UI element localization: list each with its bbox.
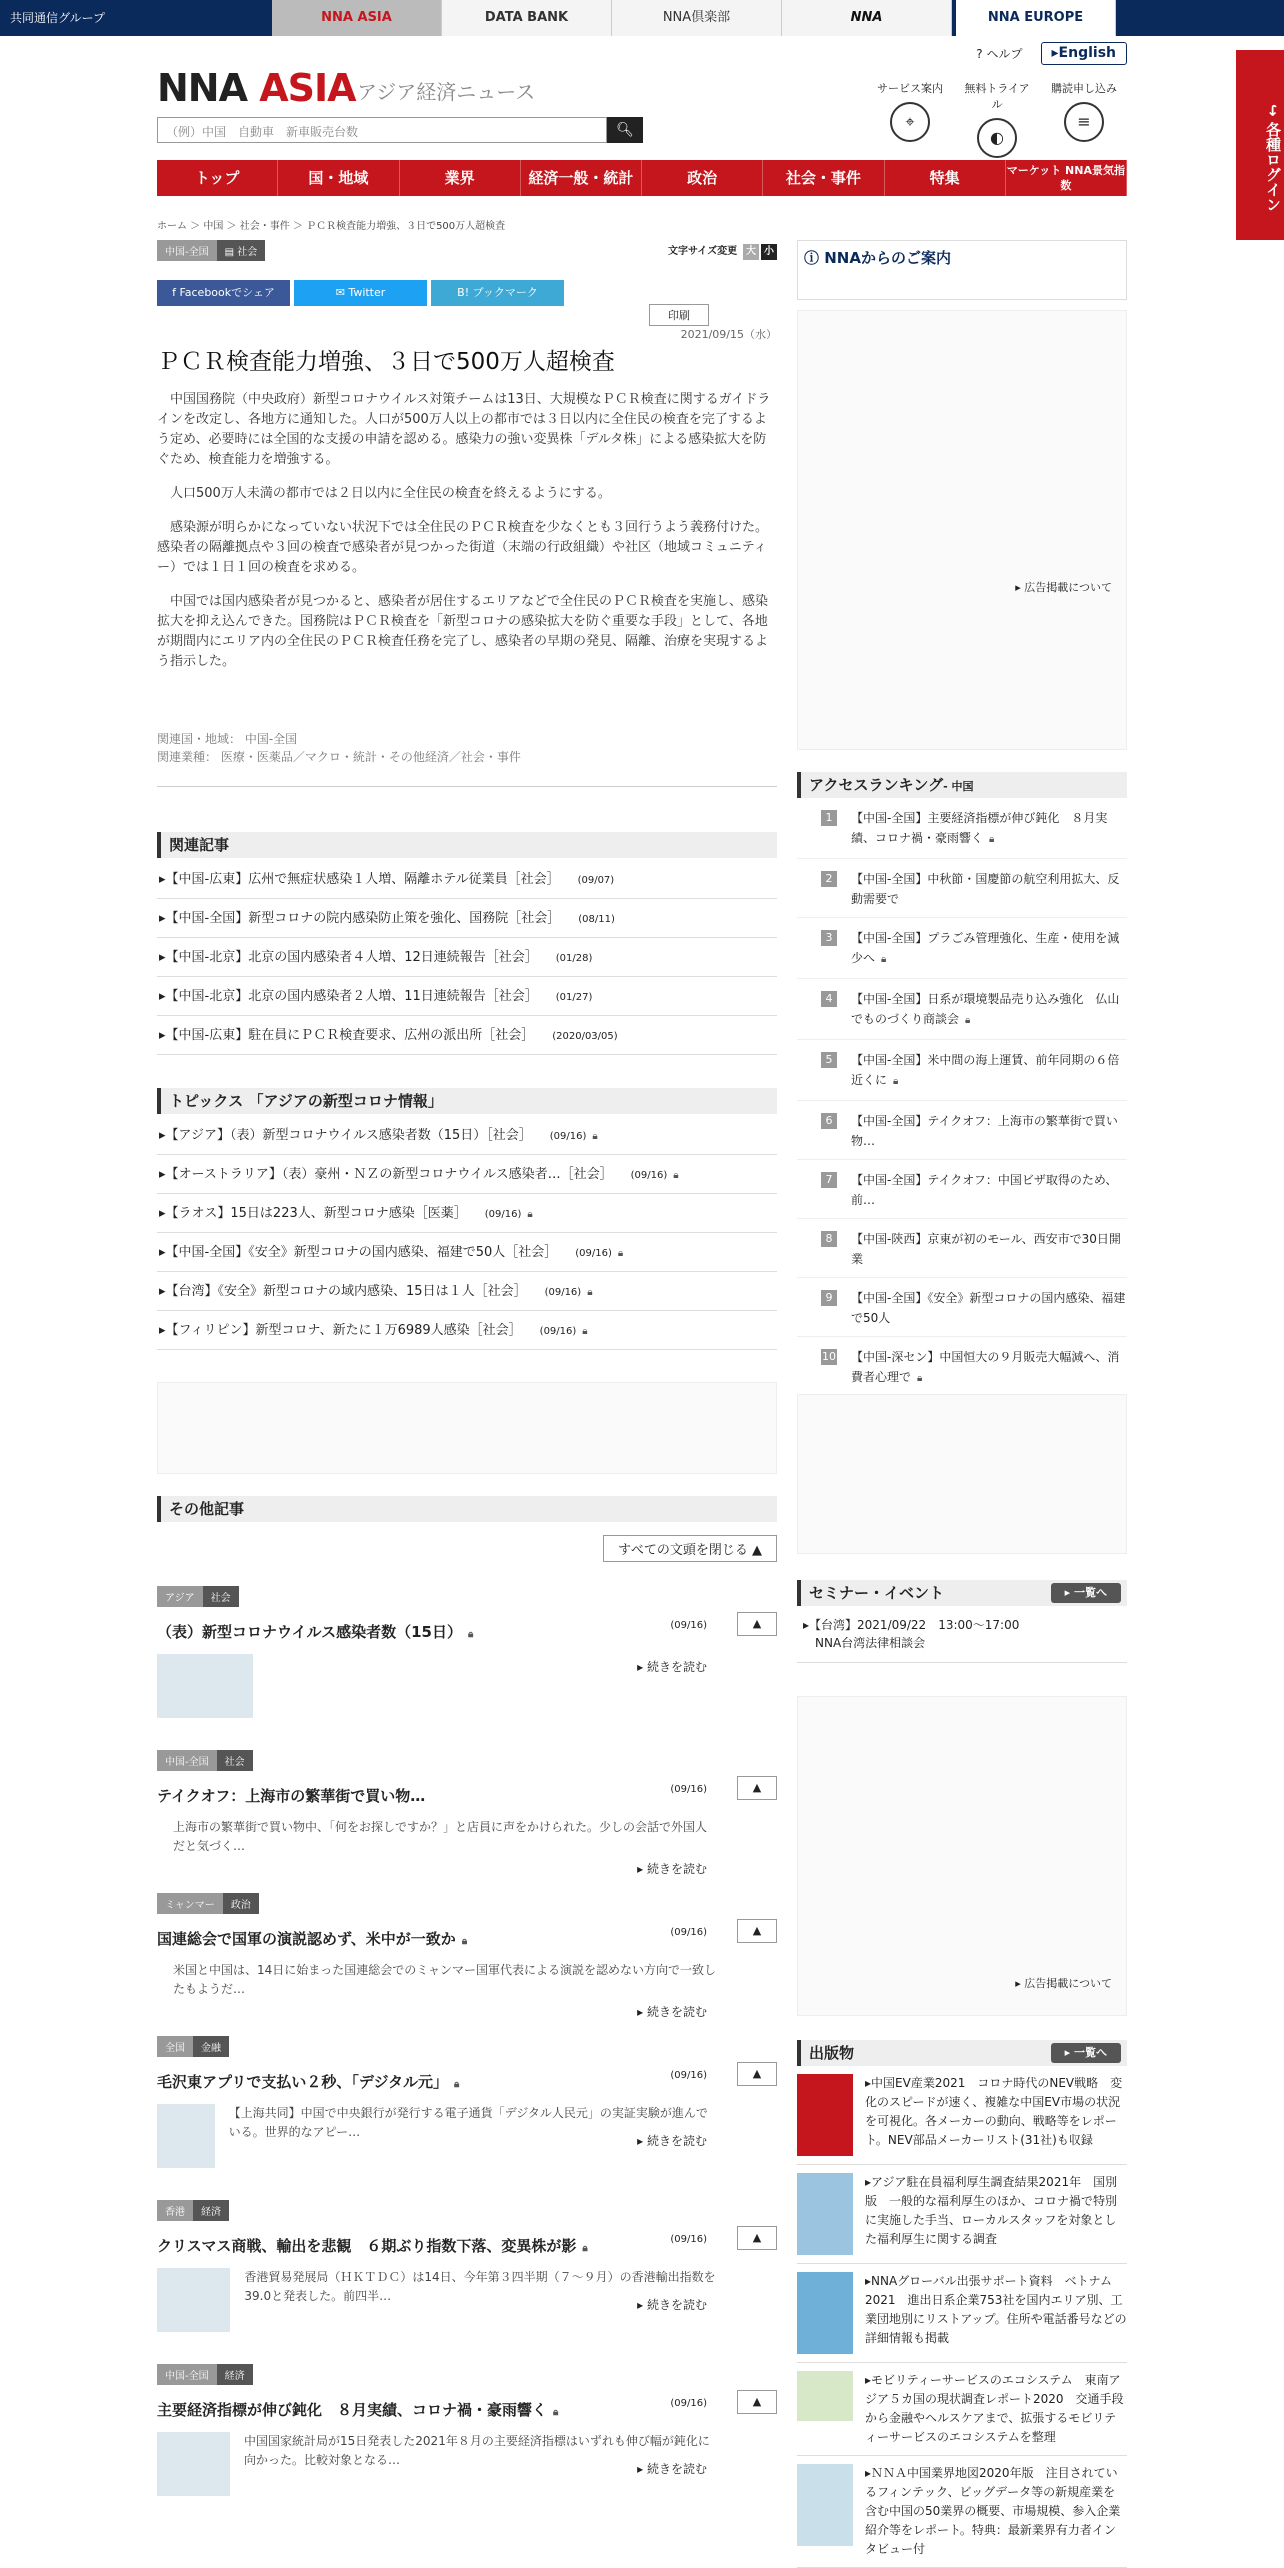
- region-tag[interactable]: 中国-全国: [157, 2364, 217, 2385]
- ranking-item[interactable]: 9 【中国-全国】《安全》新型コロナの国内感染、福建で50人: [797, 1278, 1127, 1337]
- ranking-item[interactable]: 4 【中国-全国】日系が環境製品売り込み強化 仏山でものづくり商談会 🔒︎: [797, 979, 1127, 1040]
- seminar-item[interactable]: [797, 1606, 1127, 1663]
- font-size-control: [666, 244, 777, 260]
- font-big-button[interactable]: 大: [743, 244, 759, 260]
- article-summary: 中国国家統計局が15日発表した2021年８月の主要経済指標はいずれも伸び幅が鈍化に向かった。比較対象となる…: [157, 2432, 777, 2496]
- lock-icon: 🔒︎: [673, 1170, 679, 1181]
- read-more-link[interactable]: ▸ 続きを読む: [637, 2298, 707, 2312]
- bookmark-share-button[interactable]: [431, 280, 564, 306]
- article-main: [157, 240, 777, 2476]
- region-tag[interactable]: 香港: [157, 2200, 193, 2221]
- search-button[interactable]: [607, 117, 643, 143]
- read-more-link[interactable]: ▸ 続きを読む: [637, 2462, 707, 2476]
- nav-region[interactable]: 国・地域: [278, 160, 399, 196]
- ad-banner[interactable]: [157, 1382, 777, 1474]
- publication-item[interactable]: ▸NNAグローバル出張サポート資料 ベトナム2021 進出日系企業753社を国内エリア別、工業団地別にリストアップ。住所や電話番号などの詳細情報も掲載: [797, 2264, 1127, 2363]
- category-tag[interactable]: 政治: [223, 1893, 259, 1914]
- article-date: (09/16): [670, 1927, 707, 1938]
- help-link[interactable]: [968, 42, 1030, 65]
- ranking-item[interactable]: 1 【中国-全国】主要経済指標が伸び鈍化 ８月実績、コロナ禍・豪雨響く 🔒︎: [797, 798, 1127, 859]
- ranking-box: [797, 772, 1127, 1398]
- free-trial-link[interactable]: [962, 80, 1032, 158]
- lock-icon: 🔒︎: [461, 1936, 468, 1947]
- lock-icon: 🔒︎: [617, 1248, 624, 1259]
- lock-icon: 🔒︎: [582, 1326, 588, 1337]
- list-item[interactable]: ▸【フィリピン】新型コロナ、新たに１万6989人感染［社会］ (09/16) 🔒︎: [157, 1311, 777, 1350]
- facebook-label: Facebookでシェア: [179, 286, 275, 299]
- facebook-icon: f: [172, 286, 180, 299]
- font-small-button[interactable]: 小: [761, 244, 777, 260]
- article-date: (09/16): [670, 2070, 707, 2081]
- main-nav: [157, 160, 1127, 196]
- toggle-button[interactable]: [737, 1776, 777, 1800]
- publication-item[interactable]: ▸ＮＮＡ中国業界地図2020年版 注目されているフィンテック、ビッグデータ等の新規産業を含む中国の50業界の概要、市場規模、参入企業紹介等をレポート。特典：最新業界有力者インタビュー付: [797, 2456, 1127, 2568]
- article-summary: 香港貿易発展局（ＨＫＴＤＣ）は14日、今年第３四半期（７～９月）の香港輸出指数を39.0と発表した。前四半…: [157, 2268, 777, 2332]
- article-paragraph: 感染源が明らかになっていない状況下では全住民のＰＣＲ検査を少なくとも３回行うよう義務付けた。感染者の隔離拠点や３回の検査で感染者が見つかった街道（末端の行政組織）や社区（地域コミュニティー）では１日１回の検査を求める。: [157, 520, 769, 575]
- list-item[interactable]: ▸【中国-北京】北京の国内感染者２人増、11日連続報告［社会］ (01/27): [157, 977, 777, 1016]
- lock-icon: 🔒︎: [587, 1287, 593, 1298]
- other-article: [157, 1586, 777, 1730]
- article-thumbnail[interactable]: [157, 2104, 215, 2168]
- read-more-link[interactable]: ▸ 続きを読む: [637, 1660, 707, 1674]
- toggle-button[interactable]: [737, 2390, 777, 2414]
- article-date: (09/16): [670, 2398, 707, 2409]
- ranking-item[interactable]: 3 【中国-全国】プラごみ管理強化、生産・使用を減少へ 🔒︎: [797, 918, 1127, 979]
- newspaper-icon: ▤: [224, 247, 238, 258]
- hatena-icon: B!: [457, 286, 473, 299]
- ad-banner[interactable]: [797, 310, 1127, 750]
- caret-up-icon: ▲: [752, 1781, 762, 1794]
- category-label: 社会: [237, 247, 258, 258]
- logo-text-b: ASIA: [259, 66, 356, 110]
- notice-title[interactable]: NNAからのご案内: [824, 249, 951, 267]
- nav-economy[interactable]: 経済一般・統計: [521, 160, 642, 196]
- ad-info-link[interactable]: ▸ 広告掲載について: [1015, 581, 1112, 594]
- others-heading: その他記事: [157, 1496, 777, 1522]
- article-paragraph: 中国国務院（中央政府）新型コロナウイルス対策チームは13日、大規模なＰＣＲ検査に関するガイドラインを改定し、各地方に通知した。人口が500万人以上の都市では３日以内に全住民の検査を完了するよう定め、必要時には全国的な支援の申請を認める。感染力の強い変異株「デルタ株」による感染拡大を防ぐため、検査能力を増強する。: [157, 392, 771, 467]
- topics-heading: トピックス 「アジアの新型コロナ情報」: [157, 1088, 777, 1114]
- subscribe-label: 購読申し込み: [1051, 82, 1117, 95]
- publications-list: [797, 2066, 1127, 2568]
- nav-market[interactable]: マーケット NNA景気指数: [1006, 160, 1127, 196]
- seminar-heading: セミナー・イベント ▸ 一覧へ: [797, 1580, 1127, 1606]
- publication-item[interactable]: ▸アジア駐在員福利厚生調査結果2021年 国別版 一般的な福利厚生のほか、コロナ禍で特別に実施した手当、ローカルスタッフを対象とした福利厚生に関する調査: [797, 2165, 1127, 2264]
- article-thumbnail[interactable]: [157, 1654, 253, 1718]
- twitter-label: Twitter: [348, 286, 386, 299]
- related-meta: [157, 730, 521, 766]
- article-paragraph: 人口500万人未満の都市では２日以内に全住民の検査を終えるようにする。: [170, 486, 611, 501]
- list-item[interactable]: ▸【台湾】《安全》新型コロナの域内感染、15日は１人［社会］ (09/16) 🔒︎: [157, 1272, 777, 1311]
- tab-nna-club[interactable]: NNA倶楽部: [612, 0, 782, 36]
- toggle-button[interactable]: [737, 1612, 777, 1636]
- article-body: [157, 390, 777, 686]
- publication-item[interactable]: ▸モビリティーサービスのエコシステム 東南アジア５カ国の現状調査レポート2020 交通手段から金融やヘルスケアまで、拡張するモビリティーサービスのエコシステムを整理: [797, 2363, 1127, 2456]
- service-guide-link[interactable]: [875, 80, 945, 142]
- list-item[interactable]: ▸【中国-北京】北京の国内感染者４人増、12日連続報告［社会］ (01/28): [157, 938, 777, 977]
- login-label: 各種ログイン: [1264, 121, 1282, 212]
- publications-heading: 出版物 ▸ 一覧へ: [797, 2040, 1127, 2066]
- caret-up-icon: ▲: [752, 2231, 762, 2244]
- other-article: [157, 1893, 777, 2027]
- english-link[interactable]: ▸English: [1041, 42, 1127, 65]
- article-thumbnail[interactable]: [157, 2432, 230, 2496]
- topics-list: [157, 1116, 777, 1350]
- article-summary: 上海市の繁華街で買い物中、「何をお探しですか？」と店員に声をかけられた。少しの会話で外国人だと気づく…: [173, 1820, 708, 1853]
- service-guide-label: サービス案内: [877, 82, 943, 95]
- article-headline[interactable]: （表）新型コロナウイルス感染者数（15日） 🔒︎: [157, 1623, 474, 1641]
- category-tag[interactable]: 経済: [217, 2364, 253, 2385]
- lock-icon: 🔒︎: [965, 1015, 971, 1026]
- caret-up-icon: ▲: [752, 1617, 762, 1630]
- category-tag[interactable]: 金融: [193, 2036, 229, 2057]
- publication-cover: [797, 2371, 853, 2421]
- share-buttons: [157, 280, 564, 306]
- font-size-label: 文字サイズ変更: [667, 246, 738, 257]
- search-input[interactable]: （例）中国 自動車 新車販売台数: [157, 117, 607, 143]
- twitter-share-button[interactable]: [294, 280, 427, 306]
- publication-item[interactable]: ▸中国EV産業2021 コロナ時代のNEV戦略 変化のスピードが速く、複雑な中国EV市場の状況を可視化。各メーカーの動向、戦略等をレポート。NEV部品メーカーリスト(31社)も収録: [797, 2066, 1127, 2165]
- category-tag[interactable]: [217, 240, 266, 261]
- ad-info-link[interactable]: ▸ 広告掲載について: [1015, 1977, 1112, 1990]
- site-logo[interactable]: [157, 66, 356, 110]
- other-article: [157, 2036, 777, 2186]
- help-icon: ?: [976, 47, 983, 61]
- toggle-button[interactable]: [737, 2062, 777, 2086]
- caret-up-icon: ▲: [752, 2067, 762, 2080]
- print-button[interactable]: 印刷: [649, 304, 709, 326]
- logo-text-a: NNA: [157, 66, 260, 110]
- lock-icon: 🔒︎: [454, 2079, 460, 2090]
- related-region[interactable]: 関連国・地域： 中国-全国: [157, 732, 298, 746]
- info-icon: ⓘ: [804, 249, 820, 267]
- lock-icon: 🔒︎: [917, 1373, 923, 1384]
- publications-box: [797, 2040, 1127, 2568]
- document-icon: ≡: [1064, 102, 1104, 142]
- seminar-date: ▸【台湾】2021/09/22 13:00～17:00: [803, 1618, 1020, 1632]
- region-tag[interactable]: 全国: [157, 2036, 193, 2057]
- article-date: (09/16): [670, 1620, 707, 1631]
- related-list: [157, 860, 777, 1055]
- tab-nna-asia[interactable]: NNA ASIA: [272, 0, 442, 36]
- other-article: [157, 2200, 777, 2350]
- article-date: 2021/09/15（水）: [680, 328, 777, 341]
- tab-nna-logo[interactable]: NNA: [782, 0, 952, 36]
- other-article: [157, 2364, 777, 2514]
- other-article: [157, 1750, 777, 1884]
- subscribe-link[interactable]: [1049, 80, 1119, 142]
- publication-cover: [797, 2074, 853, 2156]
- facebook-share-button[interactable]: [157, 280, 290, 306]
- help-label: ヘルプ: [986, 47, 1023, 61]
- article-summary: 【上海共同】中国で中央銀行が発行する電子通貨「デジタル人民元」の実証実験が進んでいる。世界的なアピー…: [157, 2104, 777, 2168]
- sidebar: [797, 240, 1127, 2556]
- publication-cover: [797, 2272, 853, 2354]
- read-more-link[interactable]: ▸ 続きを読む: [637, 1862, 707, 1876]
- article-headline[interactable]: 国連総会で国軍の演説認めず、米中が一致か 🔒︎: [157, 1930, 468, 1948]
- list-item[interactable]: ▸【中国-広東】広州で無症状感染１人増、隔離ホテル従業員［社会］ (09/07): [157, 860, 777, 899]
- divider: [157, 786, 777, 787]
- collapse-all-button[interactable]: すべての文頭を閉じる ▲: [603, 1535, 777, 1562]
- related-industry[interactable]: 関連業種： 医療・医薬品／マクロ・統計・その他経済／社会・事件: [157, 750, 521, 764]
- ad-banner[interactable]: [797, 1394, 1127, 1554]
- article-headline[interactable]: 毛沢東アプリで支払い２秒、「デジタル元」 🔒︎: [157, 2073, 460, 2091]
- seminar-box: [797, 1580, 1127, 1663]
- list-item[interactable]: ▸【アジア】（表）新型コロナウイルス感染者数（15日）［社会］ (09/16) 🔒︎: [157, 1116, 777, 1155]
- ranking-item[interactable]: 8 【中国-陝西】京東が初のモール、西安市で30日開業: [797, 1219, 1127, 1278]
- breadcrumb[interactable]: ホーム ＞ 中国 ＞ 社会・事件 ＞ ＰＣＲ検査能力増強、３日で500万人超検査: [157, 221, 506, 232]
- lock-icon: 🔒︎: [527, 1209, 533, 1220]
- publication-cover: [797, 2173, 853, 2255]
- article-headline[interactable]: 主要経済指標が伸び鈍化 ８月実績、コロナ禍・豪雨響く 🔒︎: [157, 2401, 559, 2419]
- search-icon: 🔍︎: [616, 122, 634, 138]
- tab-nna-europe[interactable]: NNA EUROPE: [956, 0, 1116, 36]
- lock-icon: 🔒︎: [893, 1076, 899, 1087]
- nav-special[interactable]: 特集: [885, 160, 1006, 196]
- read-more-link[interactable]: ▸ 続きを読む: [637, 2005, 707, 2019]
- utility-links: [968, 42, 1127, 65]
- nav-society[interactable]: 社会・事件: [763, 160, 884, 196]
- read-more-link[interactable]: ▸ 続きを読む: [637, 2134, 707, 2148]
- nav-top[interactable]: トップ: [157, 160, 278, 196]
- twitter-icon: ✉: [335, 286, 349, 299]
- article-date: (09/16): [670, 2234, 707, 2245]
- group-label: 共同通信グループ: [10, 11, 106, 25]
- tagline: アジア経済ニュース: [357, 80, 536, 104]
- article-headline[interactable]: クリスマス商戦、輸出を悲観 ６期ぶり指数下落、変異株が影 🔒︎: [157, 2237, 588, 2255]
- list-item[interactable]: ▸【オーストラリア】（表）豪州・ＮＺの新型コロナウイルス感染者…［社会］ (09/16) 🔒︎: [157, 1155, 777, 1194]
- toggle-button[interactable]: [737, 1919, 777, 1943]
- article-paragraph: 中国では国内感染者が見つかると、感染者が居住するエリアなどで全住民のＰＣＲ検査を実施し、感染拡大を抑え込んできた。国務院はＰＣＲ検査を「新型コロナの感染拡大を防ぐ重要な手段」として、各地が期間内にエリア内の全住民のＰＣＲ検査任務を完了し、感染者の早期の発見、隔離、治療を実現するよう指示した。: [157, 594, 769, 669]
- ranking-item[interactable]: 7 【中国-全国】テイクオフ：中国ビザ取得のため、前…: [797, 1160, 1127, 1219]
- notice-box: [797, 240, 1127, 300]
- category-tag[interactable]: 経済: [193, 2200, 229, 2221]
- lock-icon: 🔒︎: [553, 2407, 559, 2418]
- login-icon: ↪: [1264, 104, 1282, 117]
- lock-icon: 🔒︎: [592, 1131, 598, 1142]
- ranking-item[interactable]: 2 【中国-全国】中秋節・国慶節の航空利用拡大、反動需要で: [797, 859, 1127, 918]
- nav-industry[interactable]: 業界: [400, 160, 521, 196]
- ranking-list: [797, 798, 1127, 1398]
- list-item[interactable]: ▸【中国-広東】駐在員にＰＣＲ検査要求、広州の派出所［社会］ (2020/03/05): [157, 1016, 777, 1055]
- book-icon: ◐: [977, 118, 1017, 158]
- ranking-item[interactable]: 10 【中国-深セン】中国恒大の９月販売大幅減へ、消費者心理で 🔒︎: [797, 1337, 1127, 1398]
- article-headline[interactable]: テイクオフ：上海市の繁華街で買い物…: [157, 1787, 426, 1805]
- ranking-heading: アクセスランキング- 中国: [797, 772, 1127, 798]
- tab-data-bank[interactable]: DATA BANK: [442, 0, 612, 36]
- lock-icon: 🔒︎: [881, 954, 887, 965]
- seminar-title: NNA台湾法律相談会: [815, 1636, 926, 1650]
- list-item[interactable]: ▸【中国-全国】新型コロナの院内感染防止策を強化、国務院［社会］ (08/11): [157, 899, 777, 938]
- list-item[interactable]: ▸【ラオス】15日は223人、新型コロナ感染［医薬］ (09/16) 🔒︎: [157, 1194, 777, 1233]
- ranking-item[interactable]: 6 【中国-全国】テイクオフ：上海市の繁華街で買い物…: [797, 1101, 1127, 1160]
- lock-icon: 🔒︎: [989, 834, 995, 845]
- ranking-item[interactable]: 5 【中国-全国】米中間の海上運賃、前年同期の６倍近くに 🔒︎: [797, 1040, 1127, 1101]
- region-tag[interactable]: アジア: [157, 1586, 203, 1607]
- region-tag[interactable]: 中国-全国: [157, 1750, 217, 1771]
- article-summary: 米国と中国は、14日に始まった国連総会でのミャンマー国軍代表による演説を認めない方向で一致したもようだ…: [173, 1963, 717, 1996]
- caret-up-icon: ▲: [752, 1924, 762, 1937]
- bookmark-label: ブックマーク: [472, 286, 538, 299]
- article-thumbnail[interactable]: [157, 2268, 230, 2332]
- nav-politics[interactable]: 政治: [642, 160, 763, 196]
- toggle-button[interactable]: [737, 2226, 777, 2250]
- related-heading: 関連記事: [157, 832, 777, 858]
- login-button[interactable]: [1236, 50, 1284, 240]
- article-title: ＰＣＲ検査能力増強、３日で500万人超検査: [157, 349, 615, 375]
- publication-cover: [797, 2464, 853, 2546]
- free-trial-label: 無料トライアル: [964, 82, 1030, 111]
- map-pin-icon: ⌖: [890, 102, 930, 142]
- category-tag[interactable]: 社会: [217, 1750, 253, 1771]
- publications-list-button[interactable]: ▸ 一覧へ: [1051, 2043, 1121, 2063]
- list-item[interactable]: ▸【中国-全国】《安全》新型コロナの国内感染、福建で50人［社会］ (09/16) 🔒︎: [157, 1233, 777, 1272]
- region-tag[interactable]: 中国-全国: [157, 240, 217, 261]
- category-tag[interactable]: 社会: [203, 1586, 239, 1607]
- lock-icon: 🔒︎: [467, 1629, 474, 1640]
- lock-icon: 🔒︎: [582, 2243, 588, 2254]
- caret-up-icon: ▲: [752, 2395, 762, 2408]
- region-tag[interactable]: ミャンマー: [157, 1893, 223, 1914]
- ad-banner[interactable]: [797, 1696, 1127, 2016]
- article-date: (09/16): [670, 1784, 707, 1795]
- article-tags: [157, 240, 777, 270]
- seminar-list-button[interactable]: ▸ 一覧へ: [1051, 1583, 1121, 1603]
- top-bar: [0, 0, 1284, 36]
